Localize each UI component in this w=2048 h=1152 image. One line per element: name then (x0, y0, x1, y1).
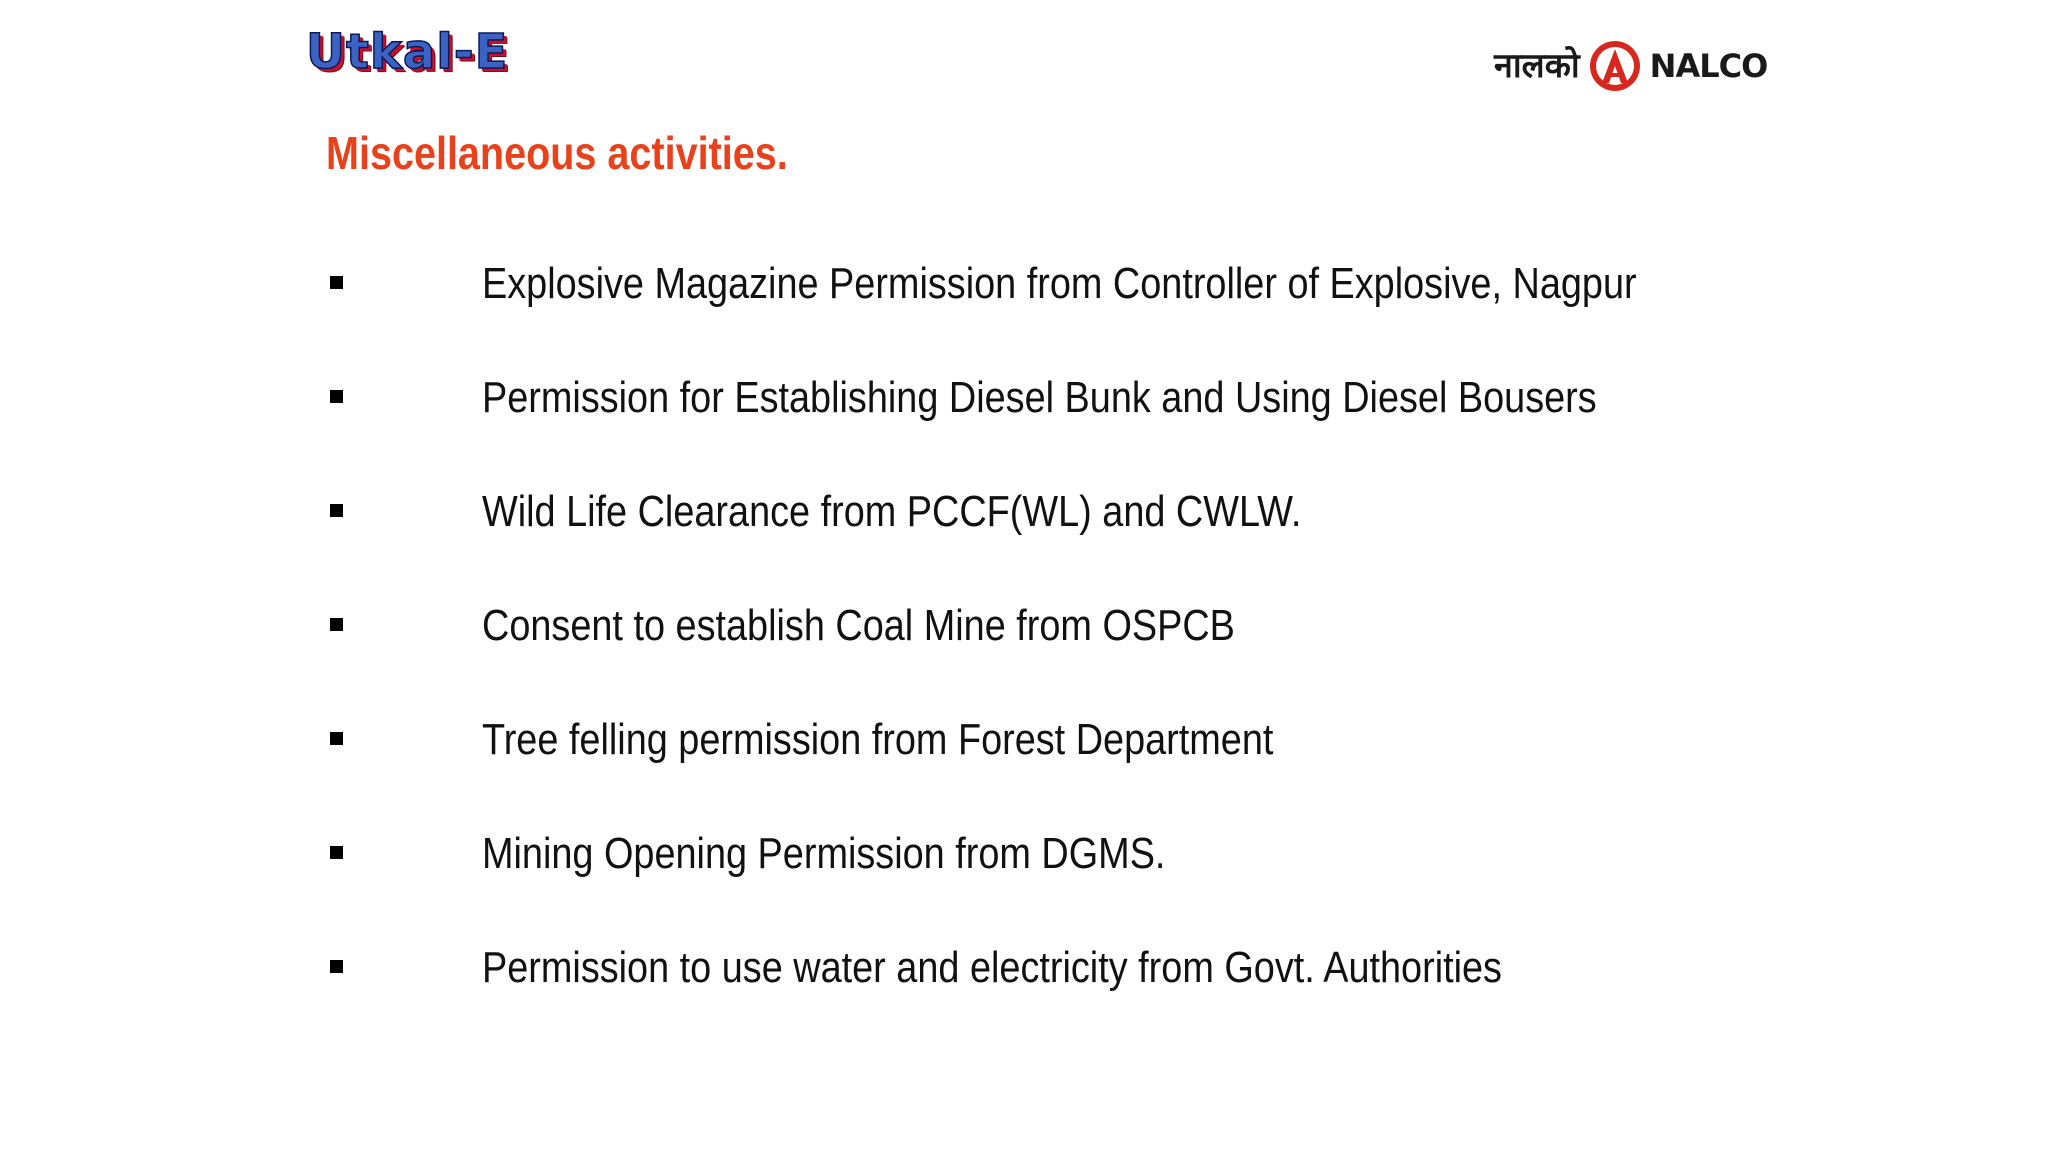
list-item (0, 598, 2048, 658)
square-bullet-icon (330, 276, 343, 289)
square-bullet-icon (330, 960, 343, 973)
square-bullet-icon (330, 390, 343, 403)
list-item (0, 940, 2048, 1000)
square-bullet-icon (330, 846, 343, 859)
list-item-text: Consent to establish Coal Mine from OSPCB (482, 601, 1235, 650)
nalco-english-text: NALCO (1649, 47, 1768, 85)
list-item (0, 826, 2048, 886)
list-item (0, 256, 2048, 316)
list-item-text: Wild Life Clearance from PCCF(WL) and CWLW. (482, 487, 1302, 536)
slide-title: Miscellaneous activities. (326, 127, 788, 179)
nalco-hindi-text: नालको (1494, 46, 1580, 86)
list-item-text: Explosive Magazine Permission from Controller of Explosive, Nagpur (482, 259, 1637, 308)
list-item (0, 712, 2048, 772)
list-item-text: Tree felling permission from Forest Department (482, 715, 1274, 764)
square-bullet-icon (330, 504, 343, 517)
nalco-emblem-icon (1588, 39, 1642, 93)
list-item-text: Permission to use water and electricity from Govt. Authorities (482, 943, 1502, 992)
square-bullet-icon (330, 732, 343, 745)
list-item-text: Permission for Establishing Diesel Bunk and Using Diesel Bousers (482, 373, 1597, 422)
list-item (0, 484, 2048, 544)
nalco-logo (1494, 38, 1767, 94)
list-item-text: Mining Opening Permission from DGMS. (482, 829, 1166, 878)
utkal-e-logo: Utkal-E (306, 24, 509, 80)
square-bullet-icon (330, 618, 343, 631)
list-item (0, 370, 2048, 430)
